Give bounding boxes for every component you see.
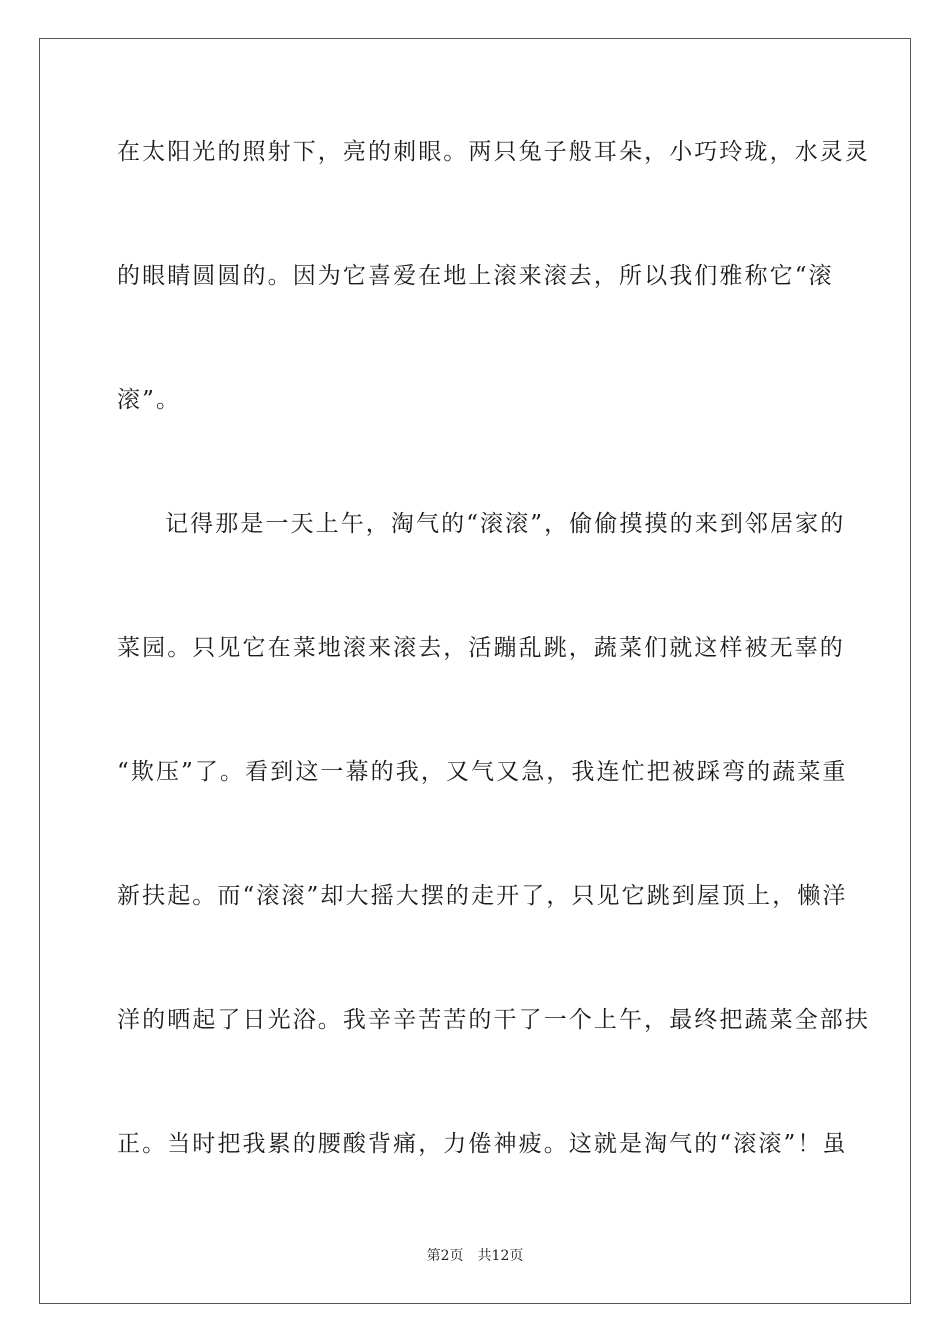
text-line-2: 的眼睛圆圆的。因为它喜爱在地上滚来滚去，所以我们雅称它“滚 [117,263,834,289]
text-line-8: 洋的晒起了日光浴。我辛辛苦苦的干了一个上午，最终把蔬菜全部扶 [117,1007,870,1033]
page-footer [0,1247,950,1265]
text-line-9: 正。当时把我累的腰酸背痛，力倦神疲。这就是淘气的“滚滚”！虽 [117,1131,848,1157]
text-line-5: 菜园。只见它在菜地滚来滚去，活蹦乱跳，蔬菜们就这样被无辜的 [117,635,845,661]
text-line-3: 滚”。 [117,387,182,413]
page-frame [39,38,911,1304]
text-line-4: 记得那是一天上午，淘气的“滚滚”，偷偷摸摸的来到邻居家的 [165,511,846,537]
page-number-total: 共12页 [477,1248,524,1264]
page-number-current: 第2页 [426,1248,464,1264]
text-line-7: 新扶起。而“滚滚”却大摇大摆的走开了，只见它跳到屋顶上，懒洋 [117,883,848,909]
text-line-1: 在太阳光的照射下，亮的刺眼。两只兔子般耳朵，小巧玲珑，水灵灵 [117,139,870,165]
text-line-6: “欺压”了。看到这一幕的我，又气又急，我连忙把被踩弯的蔬菜重 [117,759,848,785]
